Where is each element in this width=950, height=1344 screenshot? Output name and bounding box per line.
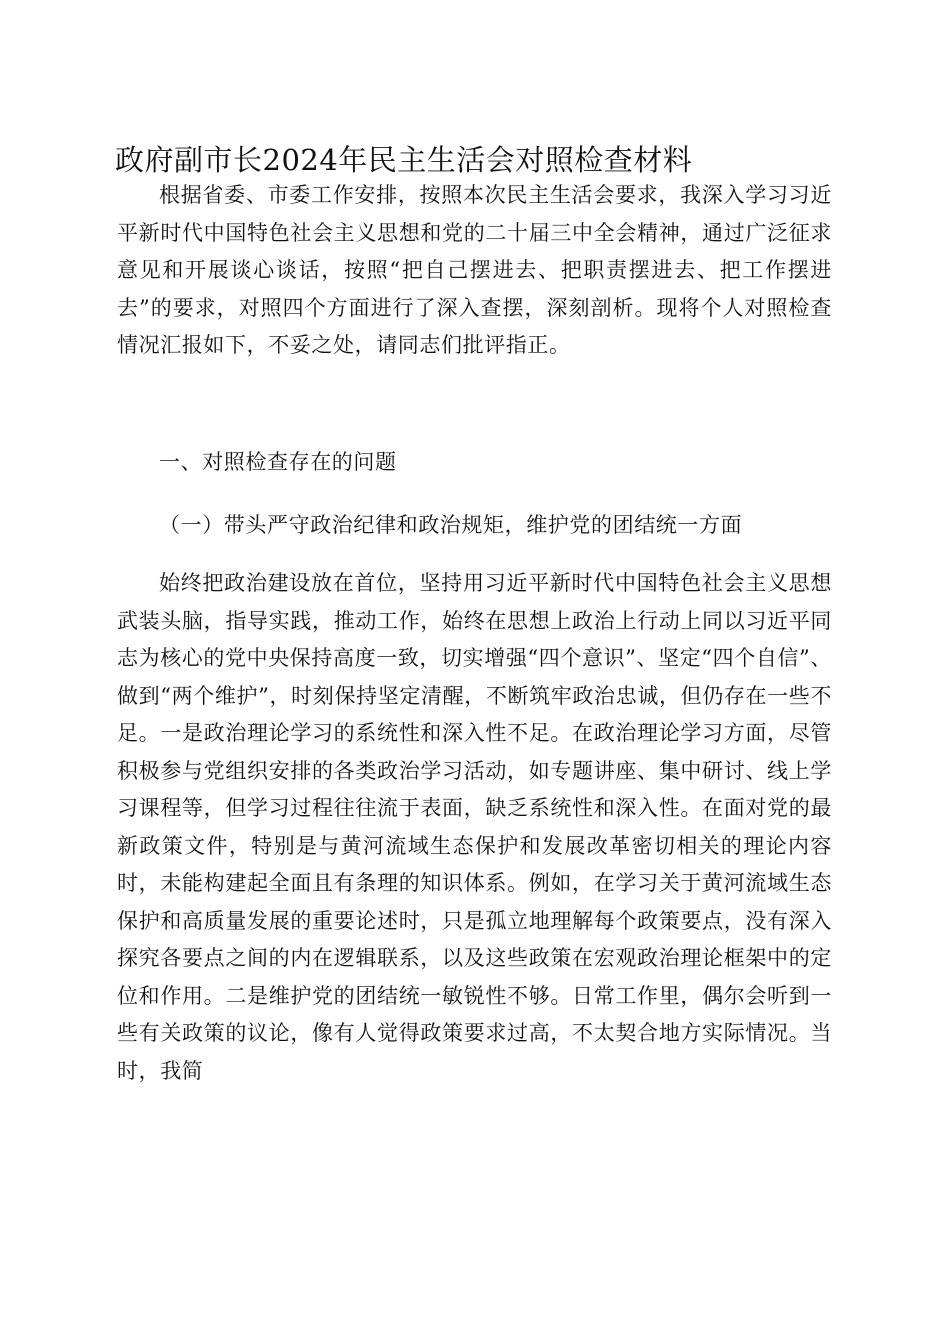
document-title: 政府副市长2024年民主生活会对照检查材料 [115, 143, 693, 177]
section-heading-1: 一、对照检查存在的问题 [159, 450, 397, 474]
section-body-paragraph: 始终把政治建设放在首位，坚持用习近平新时代中国特色社会主义思想武装头脑，指导实践，推动工作，始终在思想上政治上行动上同以习近平同志为核心的党中央保持高度一致，切实增强“四个意识”、坚定“四个自信”、做到“两个维护”，时刻保持坚定清醒，不断筑牢政治忠诚，但仍存在一些不足。一是政治理论学习的系统性和深入性不足。在政治理论学习方面，尽管积极参与党组织安排的各类政治学习活动，如专题讲座、集中研讨、线上学习课程等，但学习过程往往流于表面，缺乏系统性和深入性。在面对党的最新政策文件，特别是与黄河流域生态保护和发展改革密切相关的理论内容时，未能构建起全面且有条理的知识体系。例如，在学习关于黄河流域生态保护和高质量发展的重要论述时，只是孤立地理解每个政策要点，没有深入探究各要点之间的内在逻辑联系，以及这些政策在宏观政治理论框架中的定位和作用。二是维护党的团结统一敏锐性不够。日常工作里，偶尔会听到一些有关政策的议论，像有人觉得政策要求过高，不太契合地方实际情况。当时，我简 [117, 571, 832, 1083]
subsection-heading-1: （一）带头严守政治纪律和政治规矩，维护党的团结统一方面 [159, 513, 743, 537]
intro-paragraph: 根据省委、市委工作安排，按照本次民主生活会要求，我深入学习习近平新时代中国特色社会主义思想和党的二十届三中全会精神，通过广泛征求意见和开展谈心谈话，按照“把自己摆进去、把职责摆进去、把工作摆进去”的要求，对照四个方面进行了深入查摆，深刻剖析。现将个人对照检查情况汇报如下，不妥之处，请同志们批评指正。 [117, 183, 832, 357]
